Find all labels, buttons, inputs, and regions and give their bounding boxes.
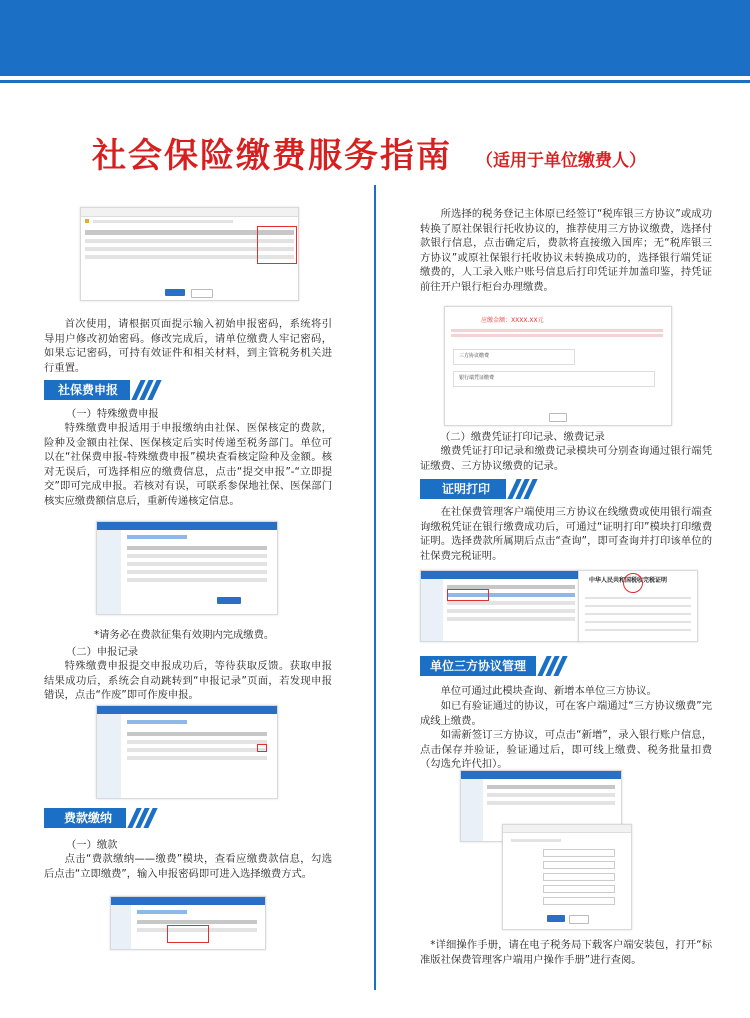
manual-footer-note: *详细操作手册，请在电子税务局下载客户端安装包，打开“标准版社保费管理客户端用户操作手册”进行查阅。 [420,939,712,966]
banner-accent-line [0,80,750,83]
top-banner [0,0,750,76]
page-subtitle: （适用于单位缴费人） [476,151,646,171]
section-header-payment [44,808,153,828]
section-title: 费款缴纳 [44,808,126,828]
seal-stamp [623,573,643,593]
page-title: 社会保险缴费服务指南 [92,136,452,176]
cancel-button[interactable] [191,289,213,298]
special-declaration-heading: （一）特殊缴费申报 [66,408,159,420]
declaration-record-heading: （二）申报记录 [66,646,139,658]
payment-body: 点击“费款缴纳——缴费”模块，查看应缴费款信息，勾选后点击“立即缴费”，输入申报密码即可进入选择缴费方式。 [44,853,332,880]
bank-agreement-paragraph: 所选择的税务登记主体原已经签订“税库银三方协议”或成功转换了原社保银行托收协议的，推荐使用三方协议缴费，选择付款银行信息，点击确定后，费款将直接缴入国库；无“税库银三方协议”或原社保银行托收协议未转换成功的，选择银行端凭证缴费的，人工录入账户账号信息后打印凭证并加盖印鉴，持凭证前往开户银行柜台办理缴费。 [420,208,712,293]
screenshot-initial-password [80,207,299,301]
agreement-body-3: 如需新签订三方协议，可点击“新增”，录入银行账户信息，点击保存并验证，验证通过后，即可线上缴费、税务批量扣费（勾选允许代扣）。 [420,729,712,771]
agreement-body-1: 单位可通过此模块查询、新增本单位三方协议。 [440,685,657,697]
screenshot-payment [110,896,266,950]
section-title: 单位三方协议管理 [420,656,536,676]
special-declaration-body: 特殊缴费申报适用于申报缴纳由社保、医保核定的费款，险种及金额由社保、医保核定后实时传递至税务部门。单位可以在“社保费申报-特殊缴费申报”模块查看核定险种及金额。核对无误后，可选择相应的缴费信息，点击“提交申报”-“立即提交”即可完成申报。若核对有误，可联系参保地社保、医保部门核实应缴费额信息后，重新传递核定信息。 [44,422,332,507]
column-divider [374,185,376,990]
section-header-certificate [420,479,533,499]
section-title: 社保费申报 [44,380,130,400]
agreement-body-2: 如已有验证通过的协议，可在客户端通过“三方协议缴费”完成线上缴费。 [420,700,712,727]
option-three-party[interactable]: 三方协议缴费 [459,353,490,359]
declaration-record-body: 特殊缴费申报提交申报成功后，等待获取反馈。获取申报结果成功后，系统会自动跳转到“申报记录”页面，若发现申报错误，点击“作废”即可作废申报。 [44,660,332,702]
screenshot-agreement-form [502,824,632,930]
payment-record-body: 缴费凭证打印记录和缴费记录模块可分别查询通过银行端凭证缴费、三方协议缴费的记录。 [420,445,712,472]
screenshot-special-declaration [96,521,278,615]
payment-heading: （一）缴款 [66,839,118,851]
confirm-button[interactable] [165,289,185,296]
screenshot-payment-method [444,306,672,426]
payment-record-heading: （二）缴费凭证打印记录、缴费记录 [440,431,605,443]
screenshot-certificate-document [578,570,698,642]
screenshot-declaration-record [96,705,278,799]
section-header-social-insurance-declaration [44,380,157,400]
section-header-three-party-agreement [420,656,563,676]
intro-paragraph: 首次使用，请根据页面提示输入初始申报密码，系统将引导用户修改初始密码。修改完成后，请单位缴费人牢记密码，如果忘记密码，可持有效证件和相关材料，到主管税务机关进行重置。 [44,318,332,374]
option-bank-voucher[interactable]: 银行端凭证缴费 [459,375,495,381]
section-title: 证明打印 [420,479,506,499]
screenshot-certificate-list [420,570,580,642]
deadline-note: *请务必在费款征集有效期内完成缴费。 [94,629,275,641]
certificate-body: 在社保费管理客户端使用三方协议在线缴费或使用银行端查询缴税凭证在银行缴费成功后，可通过“证明打印”模块打印缴费证明。选择费款所属期后点击“查询”，即可查询并打印该单位的社保费完税证明。 [420,506,712,562]
certificate-header: 中华人民共和国税收完税证明 [589,577,668,584]
amount-text: 应缴金额：XXXX.XX元 [481,317,544,324]
